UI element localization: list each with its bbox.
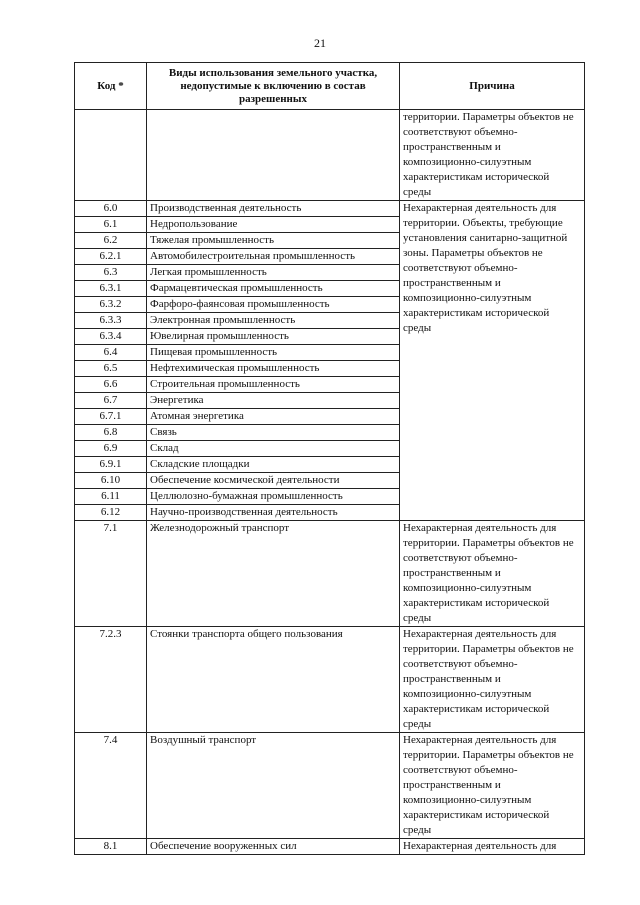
code-cell: 6.3.1 (75, 281, 147, 297)
reason-cell: Нехарактерная деятельность для территории. Объекты, требующие установления санитарно-защитной зоны. Параметры объектов не соответствуют объемно- пространственным и композиционно-силуэтным характеристикам исторической среды (400, 201, 585, 521)
code-cell: 6.7.1 (75, 409, 147, 425)
use-cell: Железнодорожный транспорт (147, 521, 400, 627)
code-cell: 6.7 (75, 393, 147, 409)
use-cell: Склад (147, 441, 400, 457)
use-cell: Электронная промышленность (147, 313, 400, 329)
reason-cell: Нехарактерная деятельность для (400, 839, 585, 855)
code-cell: 7.1 (75, 521, 147, 627)
code-cell: 6.8 (75, 425, 147, 441)
table-row (75, 733, 585, 839)
use-cell: Обеспечение вооруженных сил (147, 839, 400, 855)
use-cell: Связь (147, 425, 400, 441)
continuation-use-cell (147, 110, 400, 201)
continuation-row (75, 110, 585, 201)
code-cell: 6.9 (75, 441, 147, 457)
use-cell: Складские площадки (147, 457, 400, 473)
code-cell: 6.2 (75, 233, 147, 249)
code-cell: 6.3.2 (75, 297, 147, 313)
table-row (75, 627, 585, 733)
code-cell: 8.1 (75, 839, 147, 855)
use-cell: Строительная промышленность (147, 377, 400, 393)
use-cell: Ювелирная промышленность (147, 329, 400, 345)
code-cell: 6.10 (75, 473, 147, 489)
reason-cell: Нехарактерная деятельность для территории. Параметры объектов не соответствуют объемно- пространственным и композиционно-силуэтным характеристикам исторической среды (400, 733, 585, 839)
code-cell: 6.1 (75, 217, 147, 233)
table-body (75, 110, 585, 855)
land-use-table (74, 62, 585, 855)
use-cell: Тяжелая промышленность (147, 233, 400, 249)
code-cell: 6.9.1 (75, 457, 147, 473)
use-cell: Недропользование (147, 217, 400, 233)
use-cell: Автомобилестроительная промышленность (147, 249, 400, 265)
code-cell: 7.2.3 (75, 627, 147, 733)
code-cell: 6.3.4 (75, 329, 147, 345)
use-cell: Воздушный транспорт (147, 733, 400, 839)
use-cell: Фарфоро-фаянсовая промышленность (147, 297, 400, 313)
use-cell: Целлюлозно-бумажная промышленность (147, 489, 400, 505)
reason-cell: Нехарактерная деятельность для территории. Параметры объектов не соответствуют объемно- пространственным и композиционно-силуэтным характеристикам исторической среды (400, 521, 585, 627)
use-cell: Производственная деятельность (147, 201, 400, 217)
header-reason: Причина (400, 63, 585, 110)
use-cell: Атомная энергетика (147, 409, 400, 425)
header-use: Виды использования земельного участка, недопустимые к включению в состав разрешенных (147, 63, 400, 110)
table-header-row (75, 63, 585, 110)
code-cell: 6.3 (75, 265, 147, 281)
table-row (75, 521, 585, 627)
use-cell: Обеспечение космической деятельности (147, 473, 400, 489)
reason-cell: Нехарактерная деятельность для территории. Параметры объектов не соответствуют объемно- пространственным и композиционно-силуэтным характеристикам исторической среды (400, 627, 585, 733)
code-cell: 6.12 (75, 505, 147, 521)
table-row (75, 839, 585, 855)
page-number: 21 (314, 36, 326, 50)
code-cell: 7.4 (75, 733, 147, 839)
code-cell: 6.0 (75, 201, 147, 217)
use-cell: Легкая промышленность (147, 265, 400, 281)
code-cell: 6.11 (75, 489, 147, 505)
code-cell: 6.6 (75, 377, 147, 393)
use-cell: Стоянки транспорта общего пользования (147, 627, 400, 733)
use-cell: Фармацевтическая промышленность (147, 281, 400, 297)
code-cell: 6.5 (75, 361, 147, 377)
header-code: Код * (75, 63, 147, 110)
continuation-code-cell (75, 110, 147, 201)
continuation-reason-cell: территории. Параметры объектов не соответствуют объемно- пространственным и композиционно-силуэтным характеристикам исторической среды (400, 110, 585, 201)
use-cell: Научно-производственная деятельность (147, 505, 400, 521)
code-cell: 6.2.1 (75, 249, 147, 265)
table-row (75, 201, 585, 217)
use-cell: Энергетика (147, 393, 400, 409)
use-cell: Пищевая промышленность (147, 345, 400, 361)
code-cell: 6.4 (75, 345, 147, 361)
use-cell: Нефтехимическая промышленность (147, 361, 400, 377)
code-cell: 6.3.3 (75, 313, 147, 329)
